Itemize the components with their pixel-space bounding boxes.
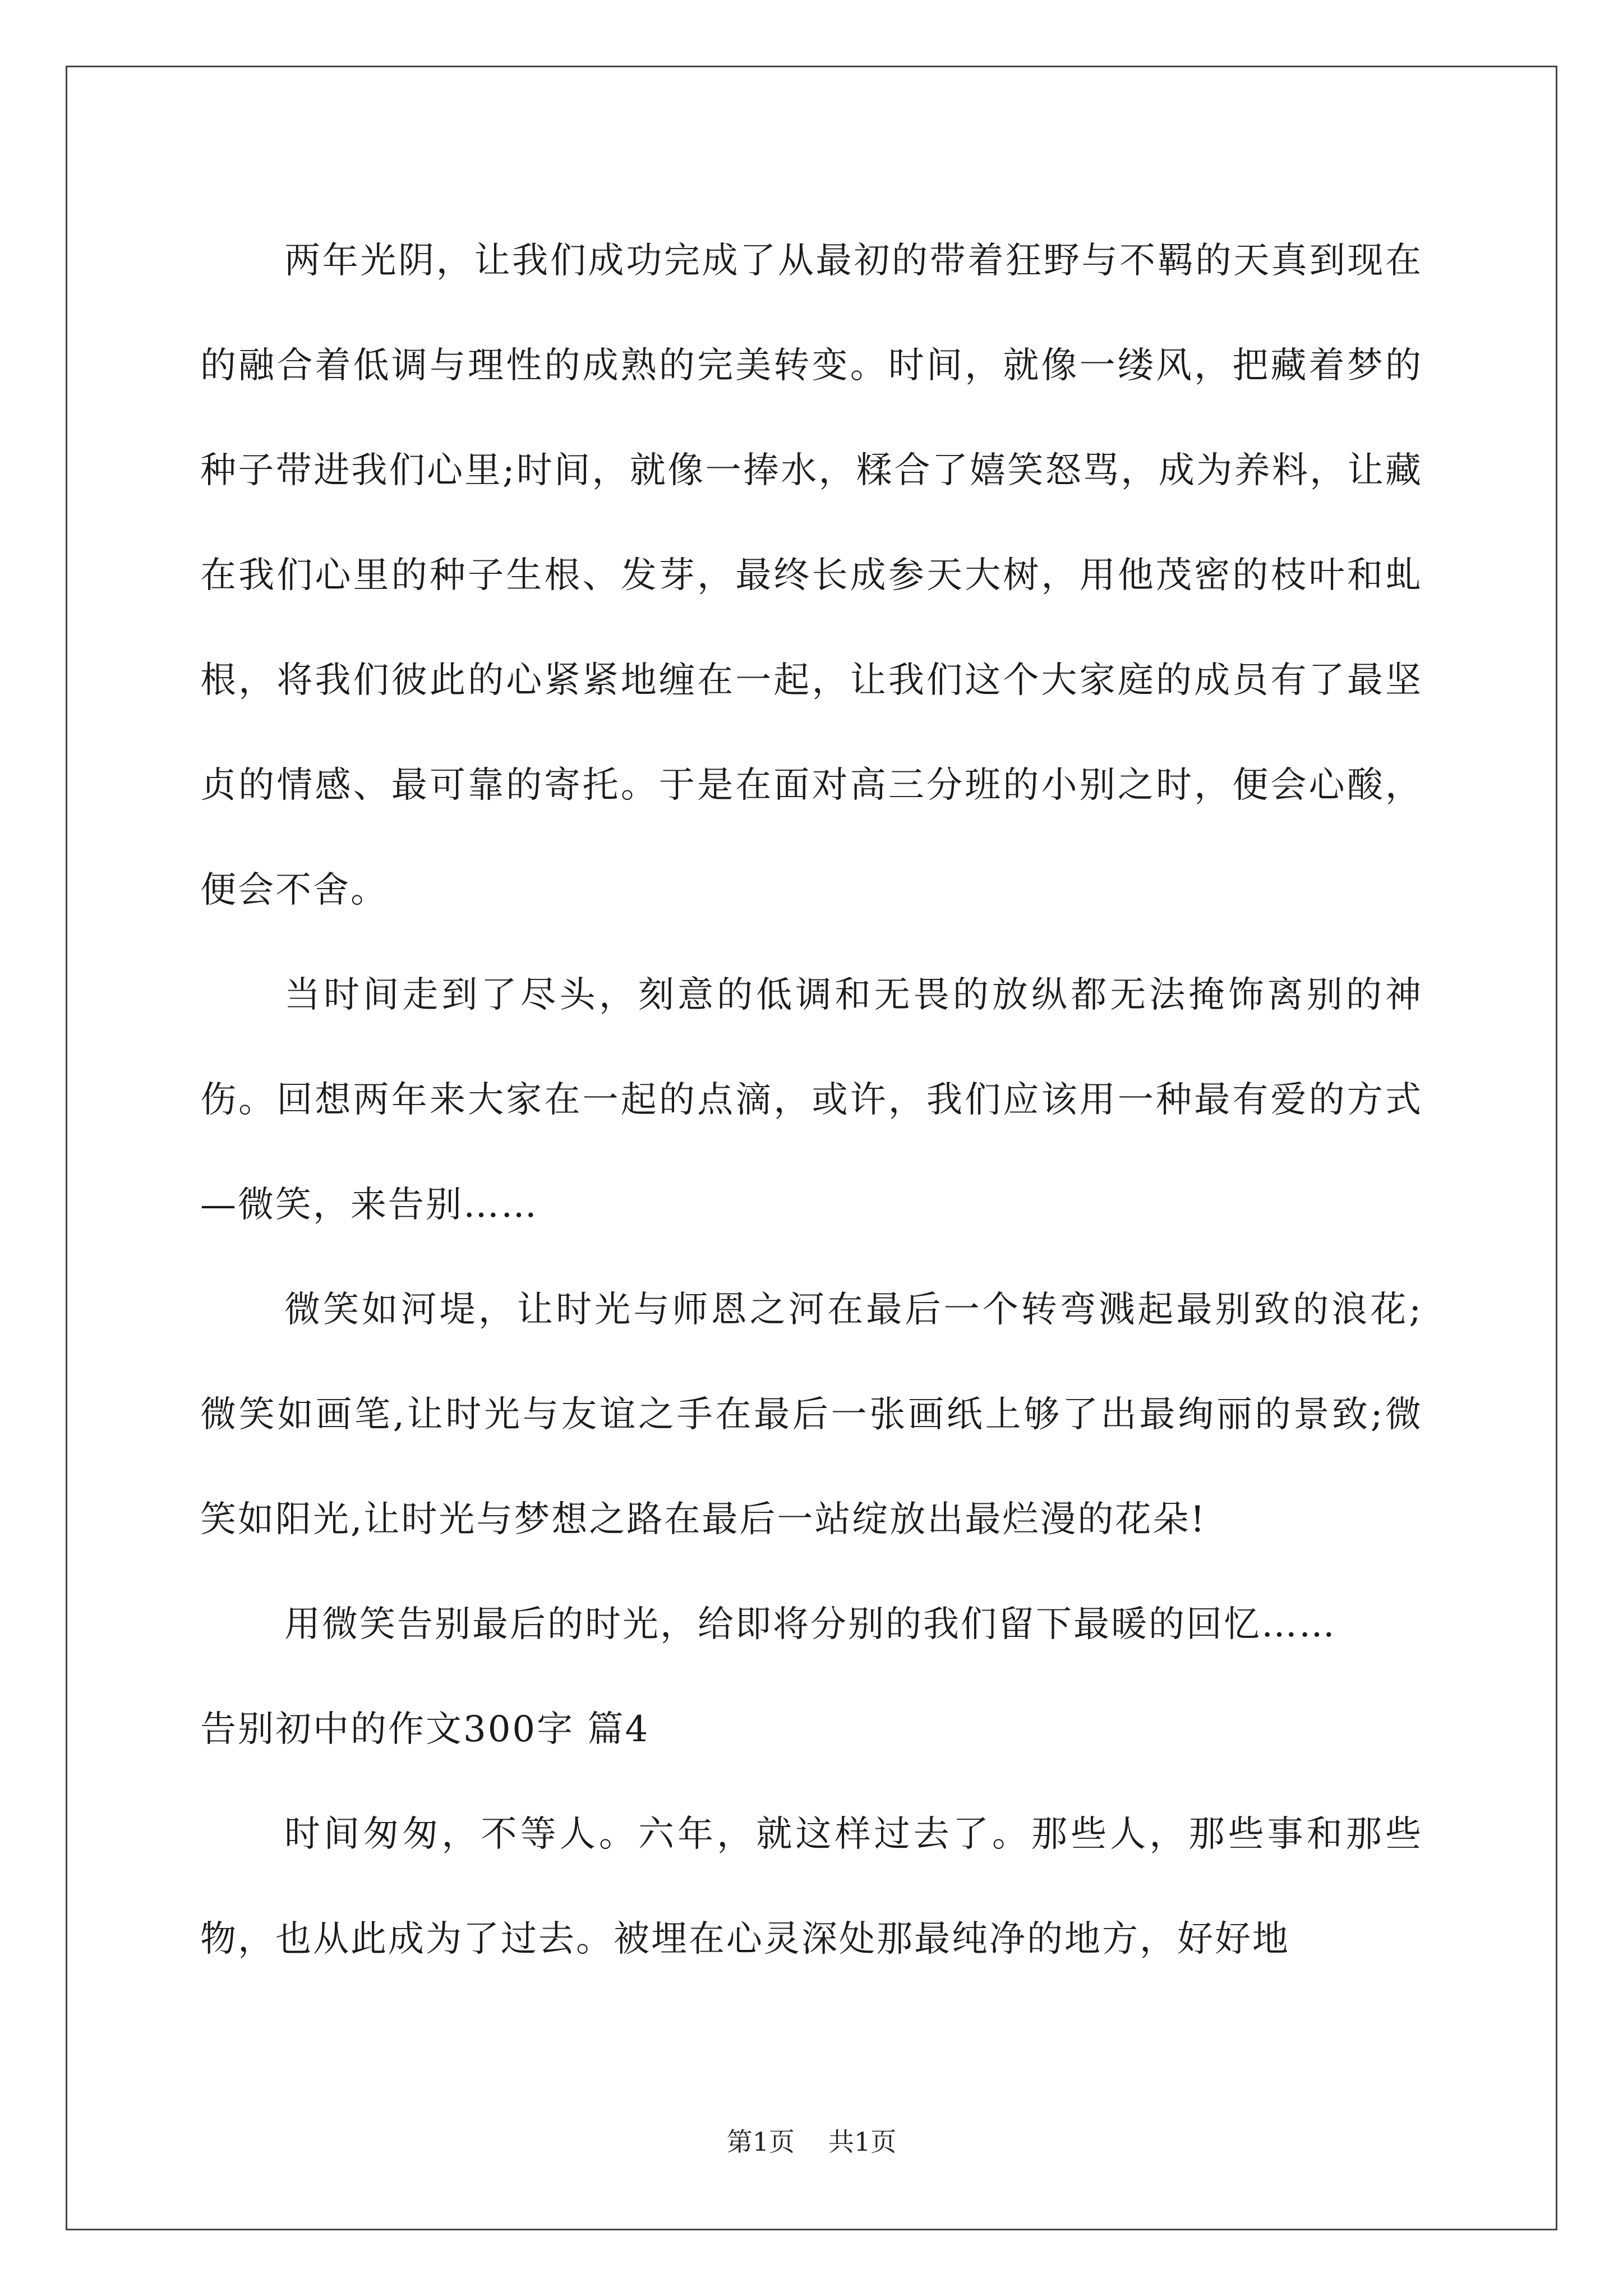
- section-heading: 告别初中的作文300字 篇4: [200, 1709, 650, 1750]
- paragraph-1: 两年光阴，让我们成功完成了从最初的带着狂野与不羁的天真到现在的融合着低调与理性的成熟的完美转变。时间，就像一缕风，把藏着梦的种子带进我们心里;时间，就像一捧水，糅合了嬉笑怒骂，成为养料，让藏在我们心里的种子生根、发芽，最终长成参天大树，用他茂密的枝叶和虬根，将我们彼此的心紧紧地缠在一起，让我们这个大家庭的成员有了最坚贞的情感、最可靠的寄托。于是在面对高三分班的小别之时，便会心酸，便会不舍。: [200, 240, 1423, 911]
- page-total: 共1页: [828, 2127, 897, 2157]
- page-number: 第1页: [726, 2127, 795, 2157]
- page-footer: [0, 2125, 1623, 2159]
- paragraph-3: 微笑如河堤，让时光与师恩之河在最后一个转弯溅起最别致的浪花;微笑如画笔,让时光与友谊之手在最后一张画纸上够了出最绚丽的景致;微笑如阳光,让时光与梦想之路在最后一站绽放出最烂漫的花朵!: [200, 1289, 1423, 1540]
- document-body: [200, 209, 1423, 1992]
- paragraph-5: 时间匆匆，不等人。六年，就这样过去了。那些人，那些事和那些物，也从此成为了过去。被埋在心灵深处那最纯净的地方，好好地: [200, 1814, 1423, 1960]
- paragraph-4: 用微笑告别最后的时光，给即将分别的我们留下最暖的回忆……: [284, 1604, 1336, 1645]
- paragraph-2: 当时间走到了尽头，刻意的低调和无畏的放纵都无法掩饰离别的神伤。回想两年来大家在一起的点滴，或许，我们应该用一种最有爱的方式—微笑，来告别……: [200, 974, 1423, 1226]
